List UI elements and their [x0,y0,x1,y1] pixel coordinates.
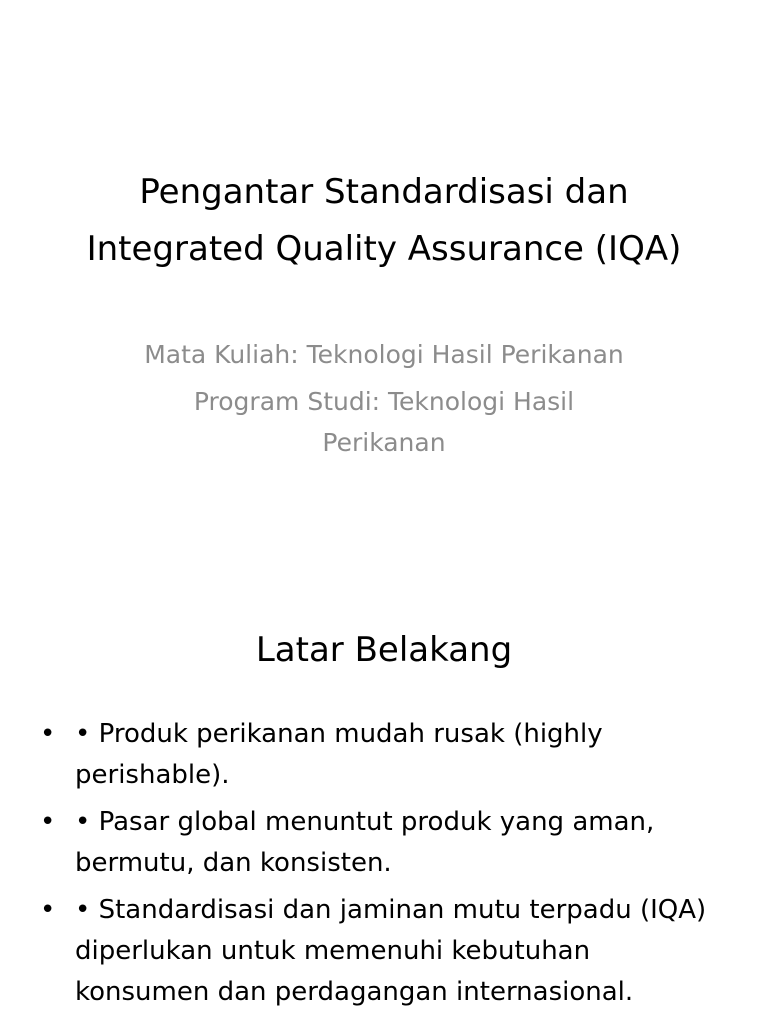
list-item [40,890,730,1013]
subtitle-block [144,334,624,469]
list-item [40,802,730,884]
bullet-text: • Pasar global menuntut produk yang aman, bermutu, dan konsisten. [75,807,655,878]
course-name: Mata Kuliah: Teknologi Hasil Perikanan [144,340,624,369]
bullet-icon: • [40,807,56,837]
slide-title: Latar Belakang [255,630,513,670]
bullet-text: • Produk perikanan mudah rusak (highly perishable). [75,719,603,790]
presentation-title: Pengantar Standardisasi dan Integrated Quality Assurance (IQA) [86,172,682,269]
list-item [40,714,730,796]
bullet-icon: • [40,719,56,749]
study-program: Program Studi: Teknologi Hasil Perikanan [193,387,575,457]
bullet-icon: • [40,895,56,925]
bullet-list [40,714,730,1019]
background-slide [0,576,768,1024]
bullet-text: • Standardisasi dan jaminan mutu terpadu (IQA) diperlukan untuk memenuhi kebutuhan konsumen dan perdagangan internasional. [75,895,707,1007]
